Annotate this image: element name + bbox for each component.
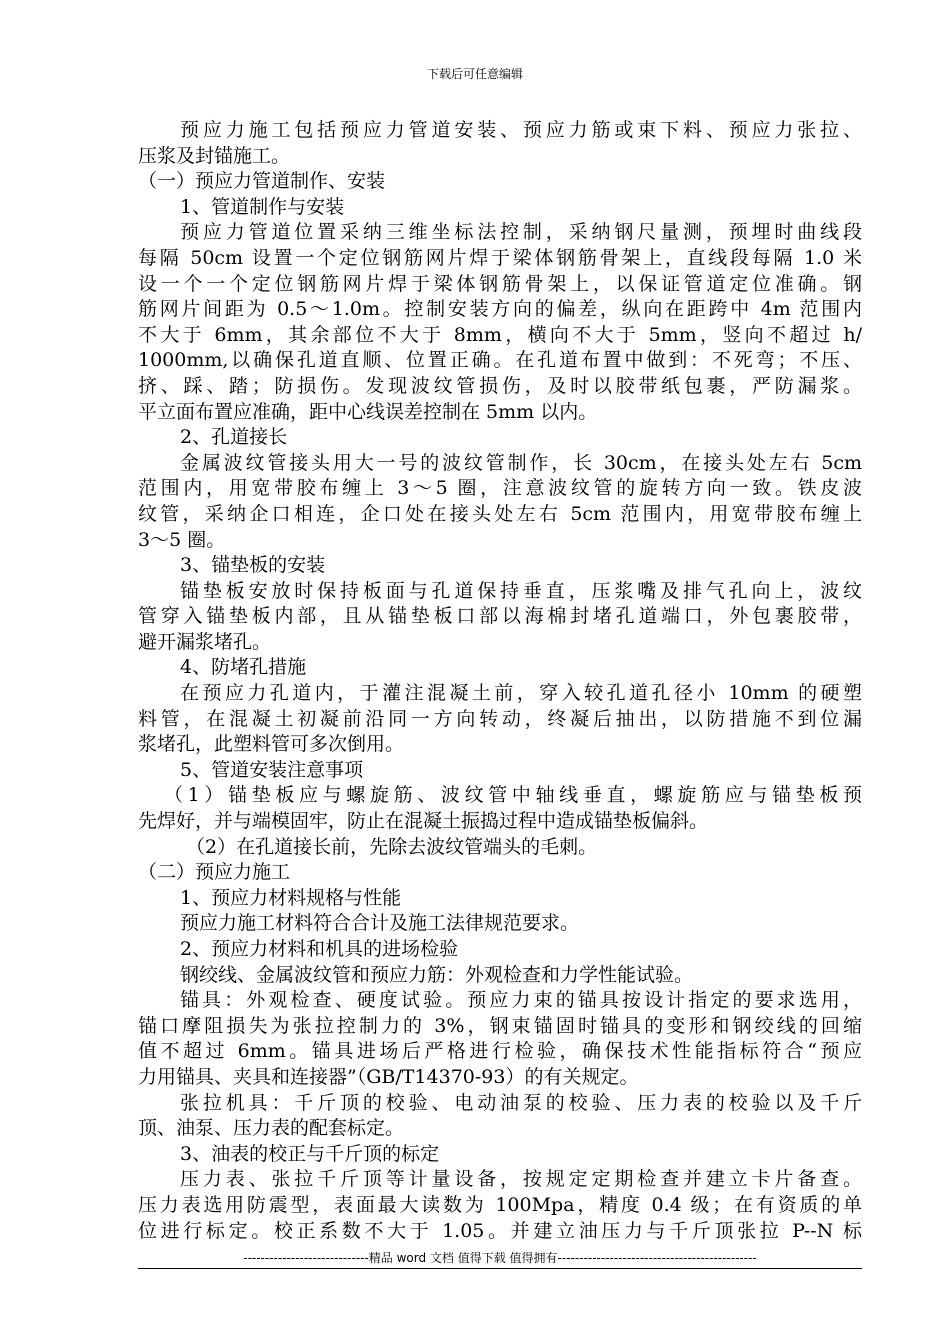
paragraph-line: 金属波纹管接头用大一号的波纹管制作，长 30cm，在接头处左右 5cm: [180, 451, 862, 474]
subsection-heading: 3、锚垫板的安装: [180, 554, 326, 577]
paragraph-line: 先焊好，并与端模固牢，防止在混凝土振捣过程中造成锚垫板偏斜。: [138, 810, 709, 833]
section-heading: （二）预应力施工: [138, 861, 291, 884]
paragraph-line: 管穿入锚垫板内部，且从锚垫板口部以海棉封堵孔道端口，外包裹胶带，: [138, 605, 862, 628]
paragraph-line: （1）锚垫板应与螺旋筋、波纹管中轴线垂直，螺旋筋应与锚垫板预: [164, 784, 862, 807]
footer-text: -----------------------------精品 word 文档 值得下载 值得拥有----------------------------------------------: [243, 1251, 757, 1265]
paragraph-line: 3～5 圈。: [138, 528, 226, 551]
paragraph-line: 预应力施工包括预应力管道安装、预应力筋或束下料、预应力张拉、: [180, 119, 862, 141]
paragraph-line: 每隔 50cm 设置一个定位钢筋网片焊于梁体钢筋骨架上，直线段每隔 1.0 米: [138, 246, 862, 269]
paragraph-line: 1000mm,以确保孔道直顺、位置正确。在孔道布置中做到：不死弯；不压、: [138, 349, 862, 372]
paragraph-line: 顶、油泵、压力表的配套标定。: [138, 1117, 405, 1140]
subsection-heading: 5、管道安装注意事项: [180, 758, 364, 781]
paragraph-line: 避开漏浆堵孔。: [138, 630, 272, 653]
paragraph-line: 锚具：外观检查、硬度试验。预应力束的锚具按设计指定的要求选用，: [180, 989, 862, 1012]
paragraph-line: 不大于 6mm，其余部位不大于 8mm，横向不大于 5mm，竖向不超过 h/: [138, 323, 862, 346]
paragraph-line: 锚垫板安放时保持板面与孔道保持垂直，压浆嘴及排气孔向上，波纹: [180, 579, 862, 602]
paragraph-line: 在预应力孔道内，于灌注混凝土前，穿入较孔道孔径小 10mm 的硬塑: [180, 682, 862, 705]
paragraph-line: 力用锚具、夹具和连接器”（GB/T14370-93）的有关规定。: [138, 1065, 639, 1088]
paragraph-line: 筋网片间距为 0.5～1.0m。控制安装方向的偏差，纵向在距跨中 4m 范围内: [138, 298, 862, 321]
paragraph-line: 料管，在混凝土初凝前沿同一方向转动，终凝后抽出，以防措施不到位漏: [138, 707, 862, 730]
paragraph-line: （2）在孔道接长前，先除去波纹管端头的毛刺。: [186, 835, 598, 858]
paragraph-line: 纹管，采纳企口相连，企口处在接头处左右 5cm 范围内，用宽带胶布缠上: [138, 502, 862, 525]
subsection-heading: 4、防堵孔措施: [180, 656, 307, 679]
paragraph-line: 值不超过 6mm。锚具进场后严格进行检验，确保技术性能指标符合“预应: [138, 1040, 862, 1063]
paragraph-line: 设一个一个定位钢筋网片焊于梁体钢筋骨架上，以保证管道定位准确。钢: [138, 272, 862, 295]
document-body: [138, 118, 862, 1244]
subsection-heading: 1、预应力材料规格与性能: [180, 886, 402, 909]
paragraph-line: 位进行标定。校正系数不大于 1.05。并建立油压力与千斤顶张拉 P--N 标: [138, 1219, 862, 1242]
footer-divider: [138, 1268, 862, 1269]
paragraph-line: 张拉机具：千斤顶的校验、电动油泵的校验、压力表的校验以及千斤: [180, 1091, 862, 1114]
subsection-heading: 2、预应力材料和机具的进场检验: [180, 938, 459, 960]
paragraph-line: 压浆及封锚施工。: [138, 144, 291, 167]
paragraph-line: 压力表选用防震型，表面最大读数为 100Mpa，精度 0.4 级；在有资质的单: [138, 1193, 862, 1216]
paragraph-line: 浆堵孔，此塑料管可多次倒用。: [138, 733, 405, 756]
paragraph-line: 压力表、张拉千斤顶等计量设备，按规定定期检查并建立卡片备查。: [180, 1168, 862, 1191]
paragraph-line: 挤、踩、踏；防损伤。发现波纹管损伤，及时以胶带纸包裹，严防漏浆。: [138, 374, 862, 397]
header-note: 下载后可任意编辑: [426, 67, 523, 81]
section-heading: （一）预应力管道制作、安装: [138, 170, 386, 193]
paragraph-line: 预应力管道位置采纳三维坐标法控制，采纳钢尺量测，预埋时曲线段: [180, 221, 862, 244]
paragraph-line: 范围内，用宽带胶布缠上 3～5 圈，注意波纹管的旋转方向一致。铁皮波: [138, 477, 862, 500]
paragraph-line: 锚口摩阻损失为张拉控制力的 3%，钢束锚固时锚具的变形和钢绞线的回缩: [138, 1014, 862, 1037]
subsection-heading: 2、孔道接长: [180, 426, 288, 449]
paragraph-line: 预应力施工材料符合合计及施工法律规范要求。: [180, 912, 580, 935]
subsection-heading: 1、管道制作与安装: [180, 195, 345, 218]
paragraph-line: 平立面布置应准确，距中心线误差控制在 5mm 以内。: [138, 400, 598, 423]
subsection-heading: 3、油表的校正与千斤顶的标定: [180, 1142, 440, 1165]
paragraph-line: 钢绞线、金属波纹管和预应力筋：外观检查和力学性能试验。: [180, 963, 694, 986]
